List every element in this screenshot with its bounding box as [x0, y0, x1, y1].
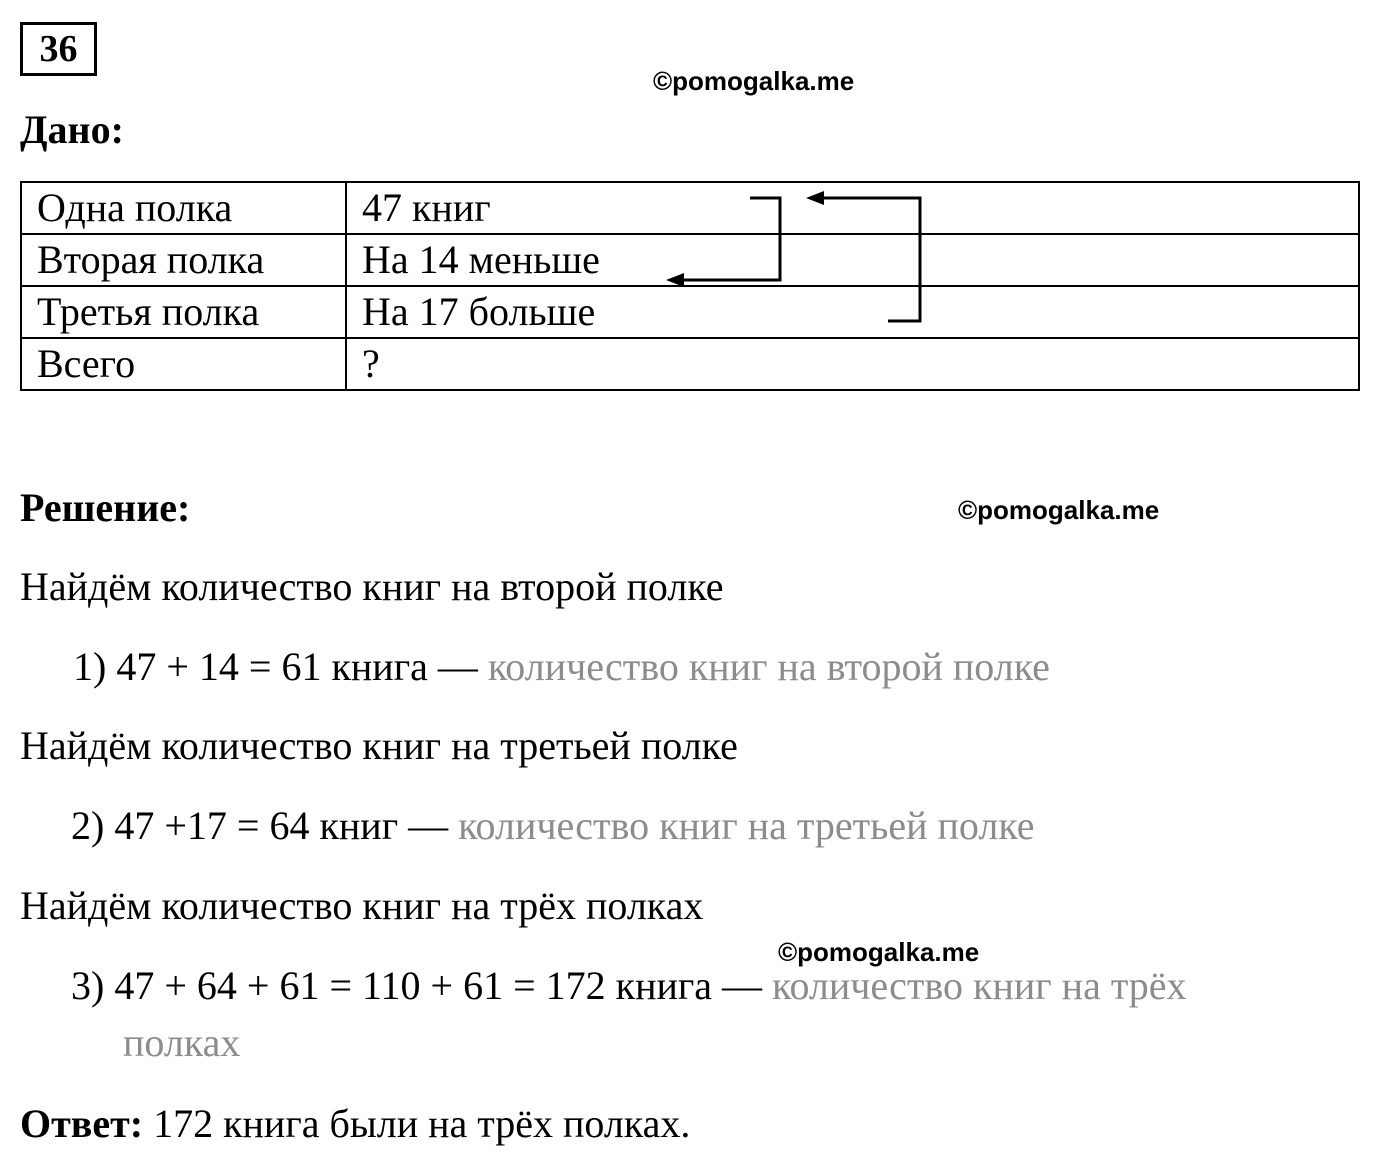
step-intro: Найдём количество книг на третьей полке [20, 723, 738, 768]
step-expression: 47 +17 = 64 книг [114, 803, 399, 848]
step-line [73, 643, 1050, 691]
row-value: 47 книг [346, 182, 1359, 234]
step-explanation: количество книг на третьей полке [458, 803, 1035, 848]
row-label: Вторая полка [21, 234, 346, 286]
given-heading: Дано: [20, 107, 124, 152]
watermark: ©pomogalka.me [778, 937, 980, 967]
step-expression: 47 + 64 + 61 = 110 + 61 = 172 книга [114, 963, 713, 1008]
step-number: 1) [73, 644, 107, 689]
step-explanation-continued: полках [123, 1020, 241, 1065]
table-row [21, 338, 1359, 390]
step-intro: Найдём количество книг на трёх полках [20, 883, 704, 928]
row-label: Одна полка [21, 182, 346, 234]
answer [20, 1100, 690, 1148]
table-row [21, 286, 1359, 338]
step-dash: — [437, 644, 478, 689]
step-line [71, 802, 1035, 850]
task-number: 36 [20, 22, 97, 76]
answer-label: Ответ: [20, 1101, 144, 1146]
step-expression: 47 + 14 = 61 книга [116, 644, 428, 689]
step-explanation: количество книг на трёх [772, 963, 1187, 1008]
table-row [21, 182, 1359, 234]
table-row [21, 234, 1359, 286]
answer-text: 172 книга были на трёх полках. [153, 1101, 691, 1146]
solution-heading: Решение: [20, 485, 191, 530]
step-number: 3) [71, 963, 105, 1008]
step-dash: — [408, 803, 449, 848]
row-label: Третья полка [21, 286, 346, 338]
row-value: На 17 больше [346, 286, 1359, 338]
row-label: Всего [21, 338, 346, 390]
row-value: На 14 меньше [346, 234, 1359, 286]
step-intro: Найдём количество книг на второй полке [20, 564, 724, 609]
step-line [71, 962, 1187, 1010]
watermark: ©pomogalka.me [653, 66, 855, 96]
watermark: ©pomogalka.me [958, 495, 1160, 525]
row-value: ? [346, 338, 1359, 390]
step-explanation: количество книг на второй полке [487, 644, 1050, 689]
step-dash: — [722, 963, 763, 1008]
step-number: 2) [71, 803, 105, 848]
given-table [20, 181, 1360, 391]
